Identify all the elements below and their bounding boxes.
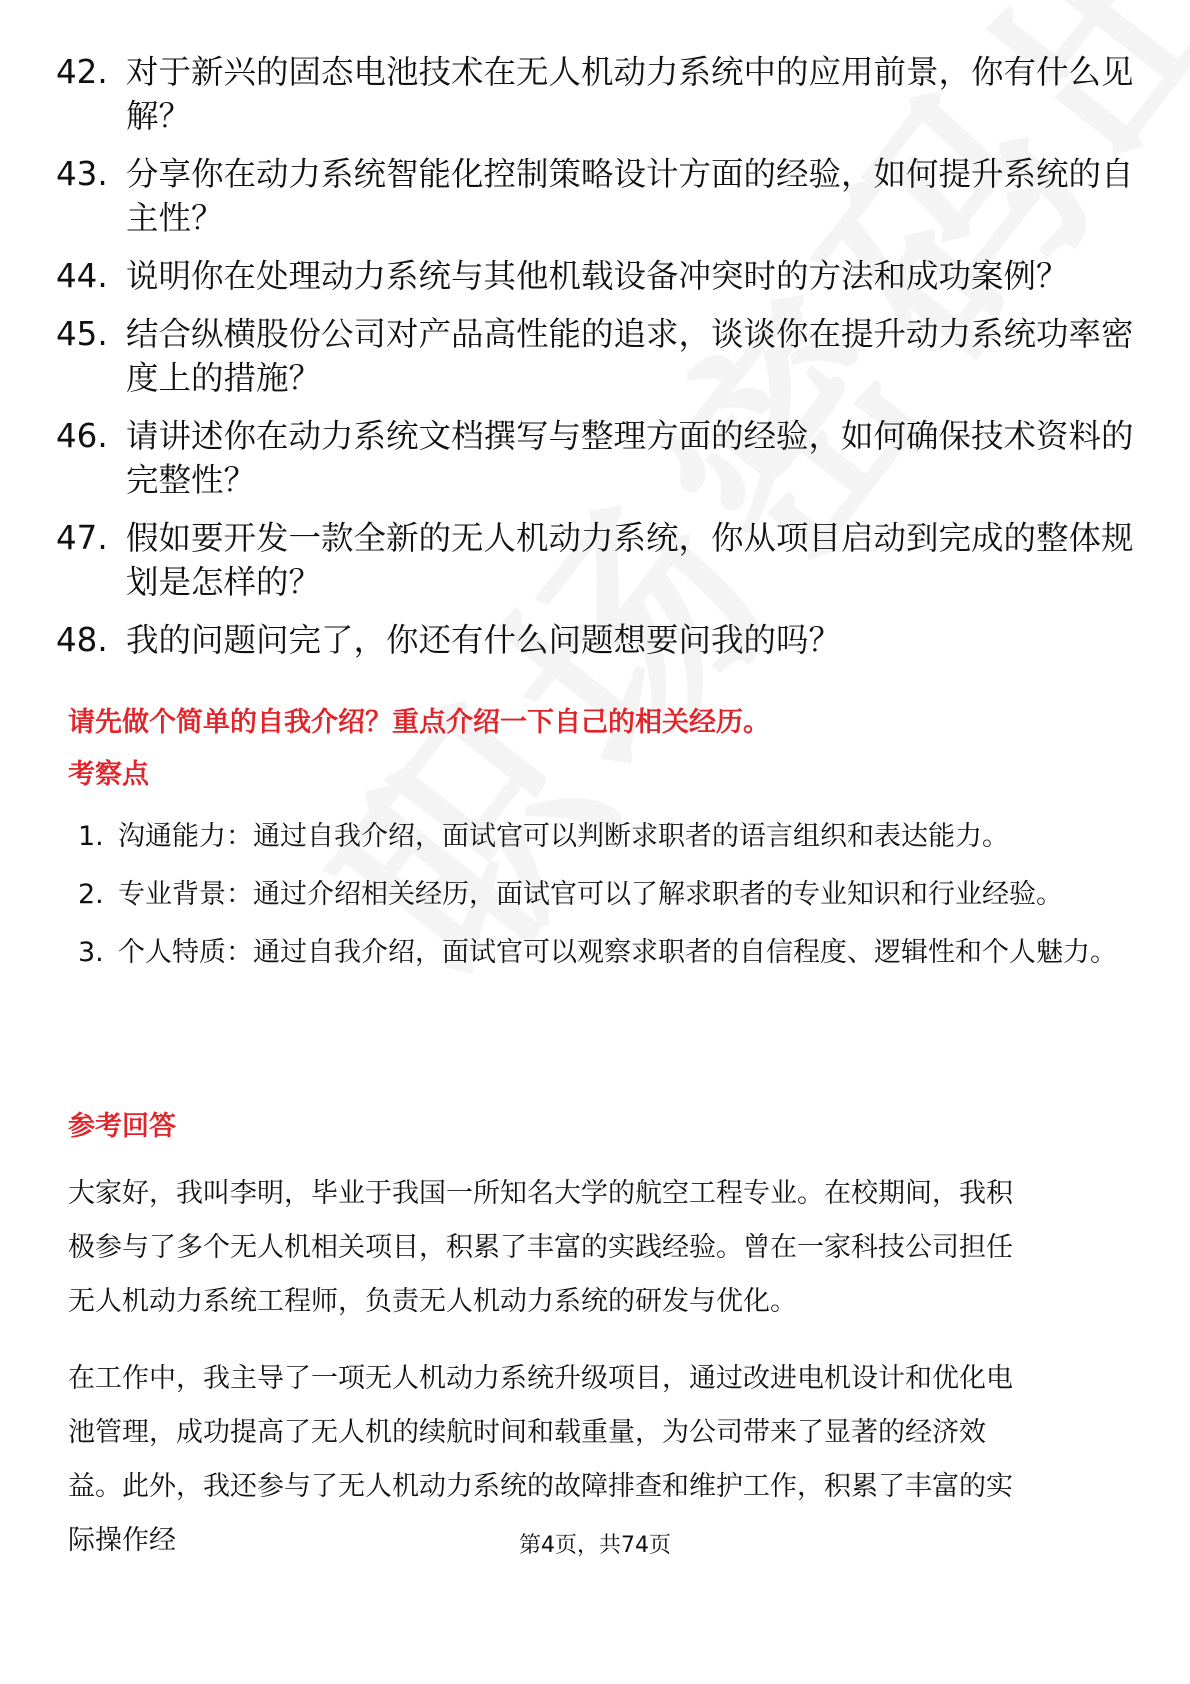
section-question-heading: 请先做个简单的自我介绍？重点介绍一下自己的相关经历。 xyxy=(68,707,770,738)
assessment-item xyxy=(78,926,1138,980)
assessment-list xyxy=(78,810,1138,984)
assessment-number: 2. xyxy=(78,879,104,910)
question-text: 分享你在动力系统智能化控制策略设计方面的经验，如何提升系统的自主性？ xyxy=(126,155,1134,237)
assessment-number: 3. xyxy=(78,937,104,968)
question-number: 42. xyxy=(56,53,108,91)
answer-heading: 参考回答 xyxy=(68,1111,176,1142)
question-item xyxy=(56,414,1136,502)
question-number: 43. xyxy=(56,155,108,193)
question-text: 说明你在处理动力系统与其他机载设备冲突时的方法和成功案例？ xyxy=(126,257,1069,295)
page-footer: 第4页，共74页 xyxy=(519,1533,671,1558)
assessment-text: 专业背景：通过介绍相关经历，面试官可以了解求职者的专业知识和行业经验。 xyxy=(118,879,1063,910)
question-text: 我的问题问完了，你还有什么问题想要问我的吗？ xyxy=(126,621,842,659)
question-list xyxy=(56,50,1136,676)
assessment-item xyxy=(78,810,1138,864)
question-number: 47. xyxy=(56,519,108,557)
assessment-text: 沟通能力：通过自我介绍，面试官可以判断求职者的语言组织和表达能力。 xyxy=(118,821,1009,852)
assessment-item xyxy=(78,868,1138,922)
question-item xyxy=(56,152,1136,240)
question-text: 对于新兴的固态电池技术在无人机动力系统中的应用前景，你有什么见解？ xyxy=(126,53,1134,135)
question-number: 48. xyxy=(56,621,108,659)
answer-paragraph: 大家好，我叫李明，毕业于我国一所知名大学的航空工程专业。在校期间，我积极参与了多个无人机相关项目，积累了丰富的实践经验。曾在一家科技公司担任无人机动力系统工程师，负责无人机动力系统的研发与优化。 xyxy=(68,1178,1013,1317)
assessment-heading: 考察点 xyxy=(68,759,149,790)
assessment-number: 1. xyxy=(78,821,104,852)
question-text: 结合纵横股份公司对产品高性能的追求，谈谈你在提升动力系统功率密度上的措施？ xyxy=(126,315,1134,397)
question-item xyxy=(56,516,1136,604)
question-item xyxy=(56,50,1136,138)
question-number: 46. xyxy=(56,417,108,455)
question-text: 请讲述你在动力系统文档撰写与整理方面的经验，如何确保技术资料的完整性？ xyxy=(126,417,1134,499)
question-item xyxy=(56,618,1136,662)
assessment-text: 个人特质：通过自我介绍，面试官可以观察求职者的自信程度、逻辑性和个人魅力。 xyxy=(118,937,1117,968)
question-item xyxy=(56,312,1136,400)
question-item xyxy=(56,254,1136,298)
question-number: 44. xyxy=(56,257,108,295)
question-number: 45. xyxy=(56,315,108,353)
answer-paragraph: 在工作中，我主导了一项无人机动力系统升级项目，通过改进电机设计和优化电池管理，成功提高了无人机的续航时间和载重量，为公司带来了显著的经济效益。此外，我还参与了无人机动力系统的故障排查和维护工作，积累了丰富的实际操作经 xyxy=(68,1363,1013,1556)
question-text: 假如要开发一款全新的无人机动力系统，你从项目启动到完成的整体规划是怎样的？ xyxy=(126,519,1134,601)
